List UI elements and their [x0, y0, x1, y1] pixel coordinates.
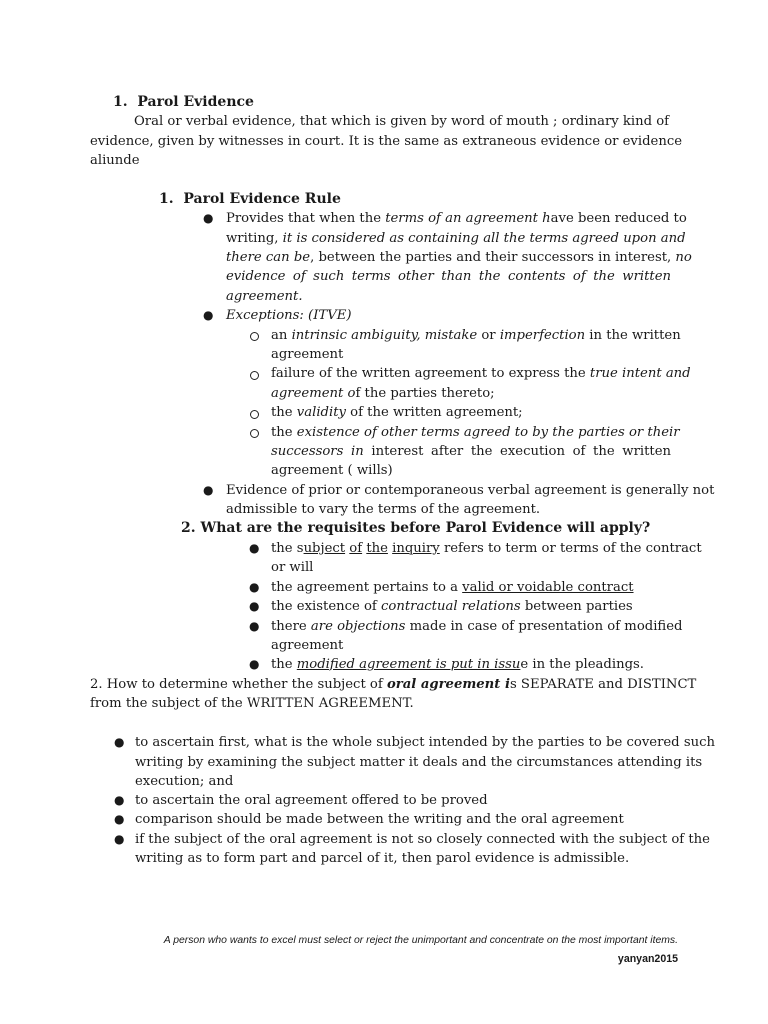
- section-2-item-1-line-2: writing by examining the subject matter it deals and the circumstances attending its: [135, 755, 703, 770]
- exception-3: the validity of the written agreement;: [271, 405, 523, 420]
- rule-heading: [159, 190, 341, 209]
- exception-4-line-3: agreement ( wills): [271, 463, 393, 478]
- section-1-line-3: aliunde: [90, 153, 140, 168]
- section-2-item-4-line-1: if the subject of the oral agreement is not so closely connected with the subject of the: [135, 832, 710, 847]
- section-2-item-2: to ascertain the oral agreement offered to be proved: [135, 793, 488, 808]
- exception-2-line-1: failure of the written agreement to express the true intent and: [271, 366, 691, 381]
- section-1-heading: [113, 93, 254, 112]
- section-2-item-3: comparison should be made between the writing and the oral agreement: [135, 812, 624, 827]
- section-1-line-1: Oral or verbal evidence, that which is given by word of mouth ; ordinary kind of: [134, 114, 670, 129]
- bullet-icon: ●: [114, 793, 125, 807]
- section-2-item-1-line-3: execution; and: [135, 774, 234, 789]
- bullet-icon: ●: [249, 541, 260, 555]
- rule-bullet-3-line-2: admissible to vary the terms of the agreement.: [226, 502, 541, 517]
- section-1-line-2: evidence, given by witnesses in court. It is the same as extraneous evidence or evidence: [90, 134, 683, 149]
- bullet-icon: ●: [203, 483, 214, 497]
- bullet-icon: ●: [114, 832, 125, 846]
- rule-bullet-3-line-1: Evidence of prior or contemporaneous verbal agreement is generally not: [226, 483, 715, 498]
- bullet-icon: ●: [203, 308, 214, 322]
- exceptions-label: Exceptions: (ITVE): [226, 308, 352, 323]
- section-2-line-2: from the subject of the WRITTEN AGREEMENT.: [90, 696, 414, 711]
- footer-signature: yanyan2015: [617, 953, 678, 965]
- exception-1-line-1: an intrinsic ambiguity, mistake or imperfection in the written: [271, 328, 681, 343]
- rule-number: 1.: [159, 191, 174, 207]
- circle-bullet-icon: [250, 332, 259, 341]
- bullet-icon: ●: [249, 599, 260, 613]
- bullet-icon: ●: [114, 735, 125, 749]
- section-1-title: Parol Evidence: [137, 94, 254, 110]
- circle-bullet-icon: [250, 410, 259, 419]
- requisite-4-line-1: there are objections made in case of presentation of modified: [271, 619, 683, 634]
- bullet-icon: ●: [249, 657, 260, 671]
- rule-bullet-1-line-1: Provides that when the terms of an agreement have been reduced to: [226, 211, 687, 226]
- bullet-icon: ●: [203, 211, 214, 225]
- requisite-5: the modified agreement is put in issue in the pleadings.: [271, 657, 644, 672]
- exception-2-line-2: agreement of the parties thereto;: [271, 386, 495, 401]
- section-2-item-1-line-1: to ascertain first, what is the whole subject intended by the parties to be covered such: [135, 735, 715, 750]
- rule-bullet-1-line-2: writing, it is considered as containing all the terms agreed upon and: [226, 231, 686, 246]
- circle-bullet-icon: [250, 429, 259, 438]
- section-1-number: 1.: [113, 94, 128, 110]
- bullet-icon: ●: [249, 580, 260, 594]
- rule-title: Parol Evidence Rule: [183, 191, 341, 207]
- bullet-icon: ●: [114, 812, 125, 826]
- rule-bullet-1-line-3: there can be, between the parties and their successors in interest, no: [226, 250, 692, 265]
- exception-4-line-2: successors in interest after the execution of the written: [271, 444, 671, 459]
- exception-4-line-1: the existence of other terms agreed to by the parties or their: [271, 425, 680, 440]
- exception-1-line-2: agreement: [271, 347, 344, 362]
- requisite-4-line-2: agreement: [271, 638, 344, 653]
- requisite-1-line-1: the subject of the inquiry refers to term or terms of the contract: [271, 541, 702, 556]
- requisite-3: the existence of contractual relations between parties: [271, 599, 633, 614]
- bullet-icon: ●: [249, 619, 260, 633]
- footer-quote: A person who wants to excel must select or reject the unimportant and concentrate on the most important items.: [163, 935, 678, 946]
- section-2-item-4-line-2: writing as to form part and parcel of it, then parol evidence is admissible.: [135, 851, 630, 866]
- section-2-line-1: 2. How to determine whether the subject of oral agreement is SEPARATE and DISTINCT: [90, 677, 697, 692]
- rule-bullet-1-line-4: evidence of such terms other than the contents of the written: [226, 269, 671, 284]
- requisite-1-line-2: or will: [271, 560, 314, 575]
- requisites-heading: 2. What are the requisites before Parol Evidence will apply?: [181, 520, 651, 536]
- requisite-2: the agreement pertains to a valid or voidable contract: [271, 580, 634, 595]
- circle-bullet-icon: [250, 371, 259, 380]
- rule-bullet-1-line-5: agreement.: [226, 289, 303, 304]
